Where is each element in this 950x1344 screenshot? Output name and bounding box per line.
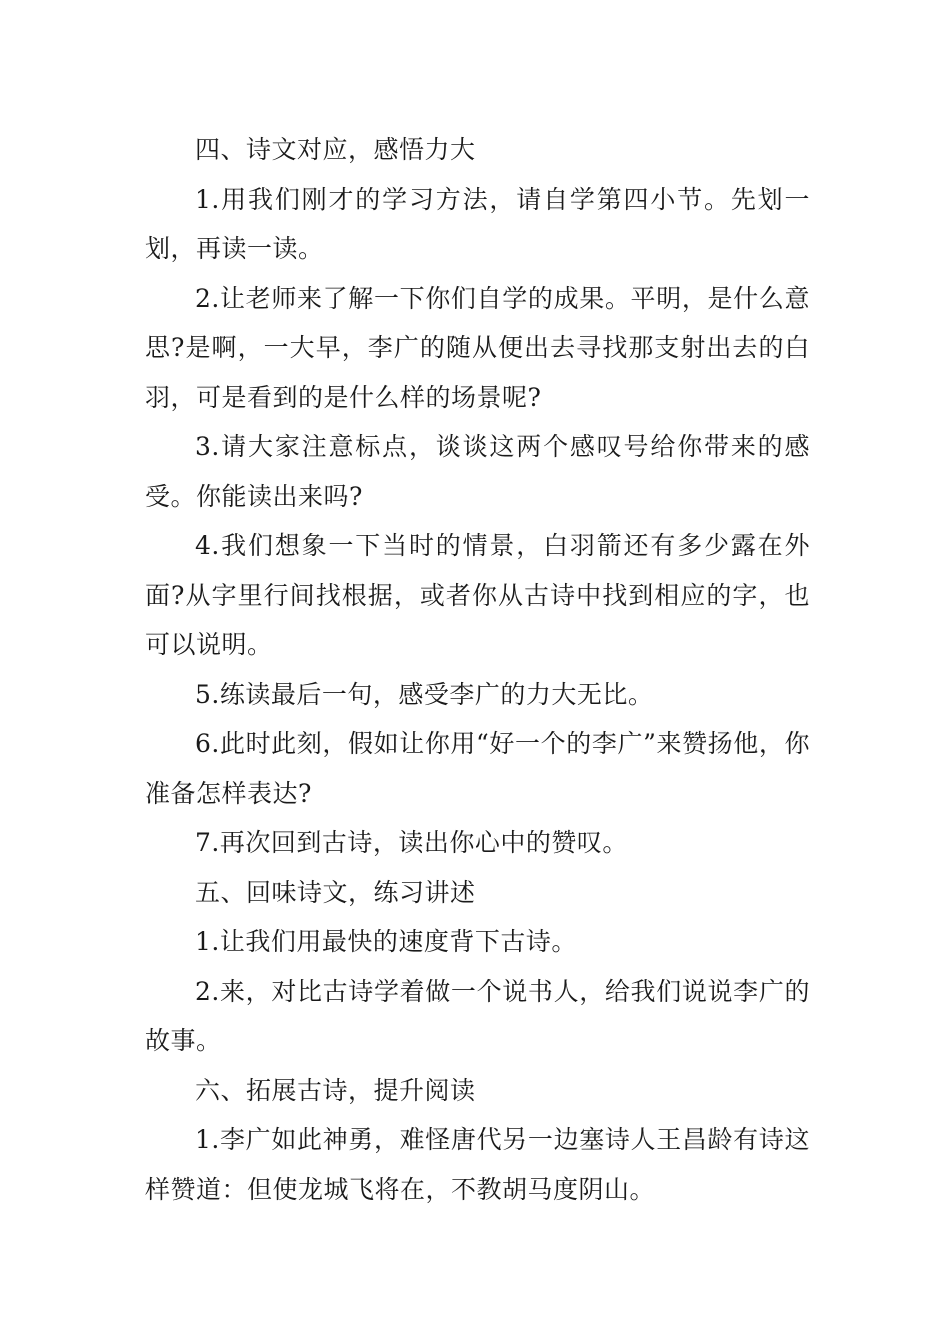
paragraph-5-2: 2.来，对比古诗学着做一个说书人，给我们说说李广的故事。 xyxy=(145,976,810,1055)
document-body xyxy=(145,125,810,1214)
paragraph-6-1: 1.李广如此神勇，难怪唐代另一边塞诗人王昌龄有诗这样赞道：但使龙城飞将在，不教胡马度阴山。 xyxy=(145,1125,810,1204)
paragraph-4-5: 5.练读最后一句，感受李广的力大无比。 xyxy=(195,679,654,709)
paragraph-5-1: 1.让我们用最快的速度背下古诗。 xyxy=(195,927,577,956)
paragraph-4-4: 4.我们想象一下当时的情景，白羽箭还有多少露在外面?从字里行间找根据，或者你从古诗中找到相应的字，也可以说明。 xyxy=(145,531,810,659)
section-heading-five: 五、回味诗文，练习讲述 xyxy=(195,877,476,907)
paragraph-4-3: 3.请大家注意标点，谈谈这两个感叹号给你带来的感受。你能读出来吗? xyxy=(145,432,810,511)
paragraph-4-6: 6.此时此刻，假如让你用“好一个的李广”来赞扬他，你准备怎样表达? xyxy=(145,729,810,808)
paragraph-4-2: 2.让老师来了解一下你们自学的成果。平明，是什么意思?是啊，一大早，李广的随从便出去寻找那支射出去的白羽，可是看到的是什么样的场景呢? xyxy=(145,283,810,412)
paragraph-4-7: 7.再次回到古诗，读出你心中的赞叹。 xyxy=(195,828,628,857)
section-heading-four: 四、诗文对应，感悟力大 xyxy=(195,135,476,164)
paragraph-4-1: 1.用我们刚才的学习方法，请自学第四小节。先划一划，再读一读。 xyxy=(145,184,810,263)
section-heading-six: 六、拓展古诗，提升阅读 xyxy=(195,1075,476,1105)
